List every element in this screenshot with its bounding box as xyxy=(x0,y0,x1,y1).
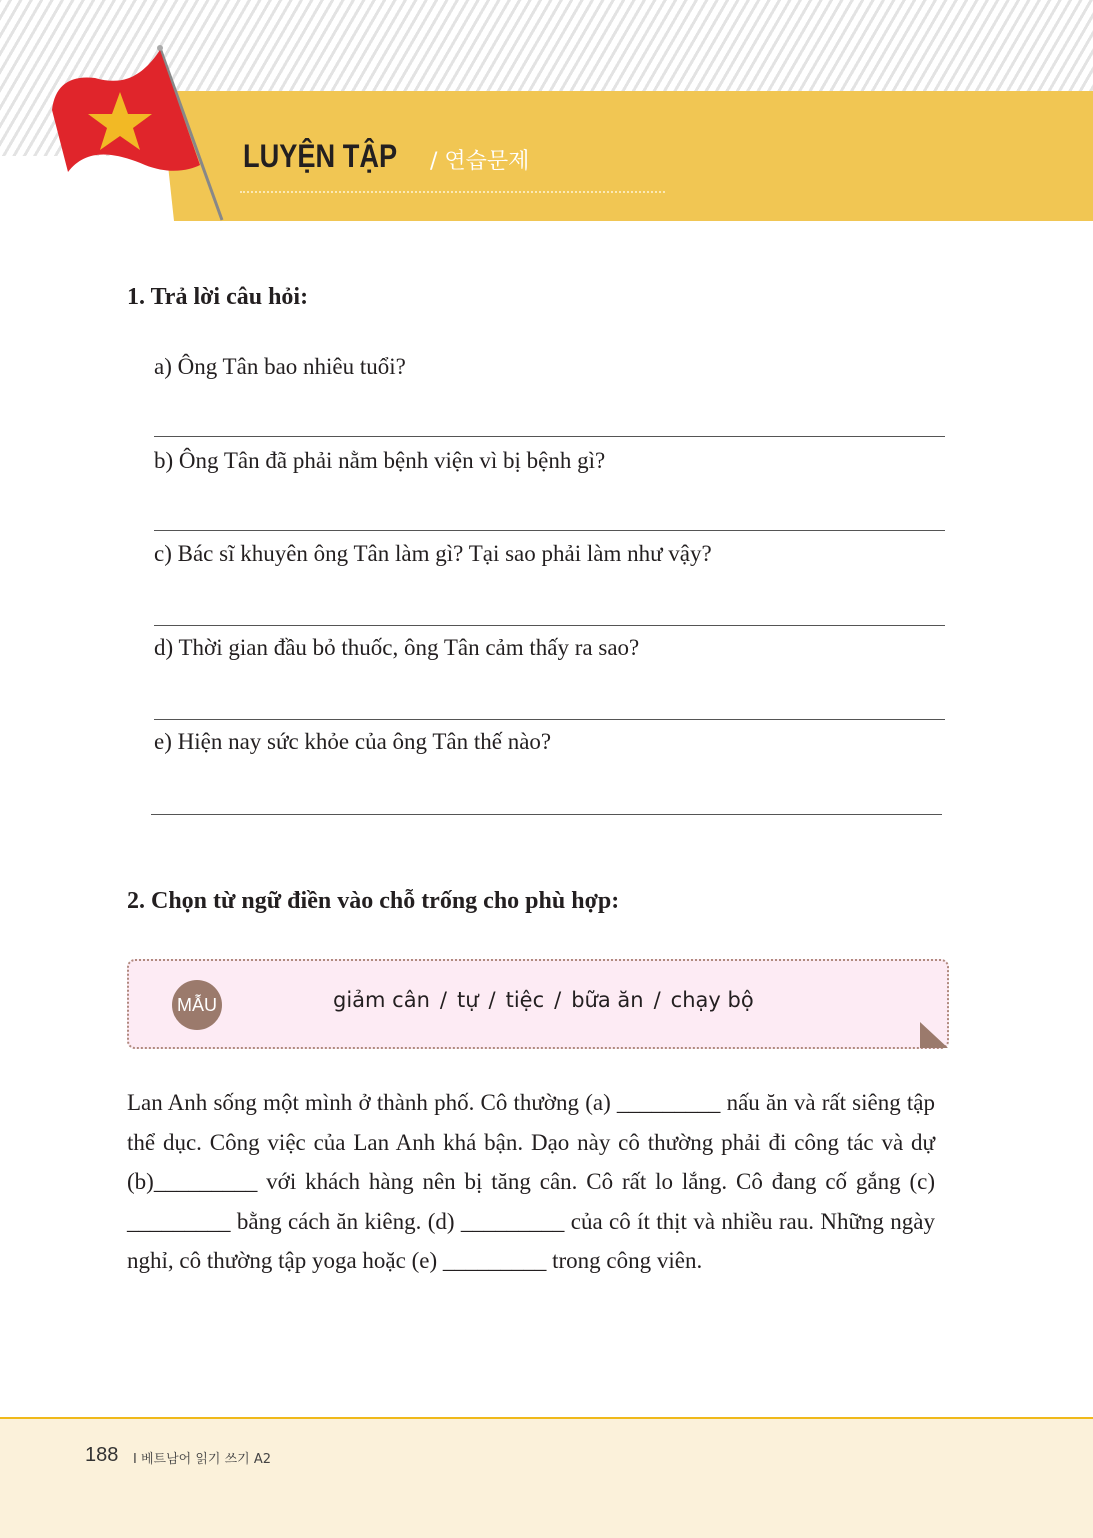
question-b: b) Ông Tân đã phải nằm bệnh viện vì bị bệnh gì? xyxy=(154,448,606,473)
book-title: I 베트남어 읽기 쓰기 A2 xyxy=(133,1452,271,1467)
question-c: c) Bác sĩ khuyên ông Tân làm gì? Tại sao phải làm như vậy? xyxy=(154,541,712,566)
section2-heading: 2. Chọn từ ngữ điền vào chỗ trống cho phù hợp: xyxy=(127,888,620,914)
answer-line-a[interactable] xyxy=(154,436,945,437)
question-e: e) Hiện nay sức khỏe của ông Tân thế nào? xyxy=(154,729,552,754)
exercise-paragraph: Lan Anh sống một mình ở thành phố. Cô thường (a) _________ nấu ăn và rất siêng tập thể dục. Công việc của Lan Anh khá bận. Dạo này cô thường phải đi công tác và dự (b)_________ với khách hàng nên bị tăng cân. Cô rất lo lắng. Cô đang cố gắng (c) _________ bằng cách ăn kiêng. (d) _________ của cô ít thịt và nhiều rau. Những ngày nghỉ, cô thường tập yoga hoặc (e) _________ trong công viên. xyxy=(127,1090,935,1273)
separator: / xyxy=(488,988,496,1012)
page-title: LUYỆN TẬP xyxy=(243,138,398,174)
separator: / xyxy=(653,988,661,1012)
separator: / xyxy=(439,988,447,1012)
answer-line-d[interactable] xyxy=(154,719,945,720)
footer xyxy=(0,1417,1093,1538)
separator: / xyxy=(554,988,562,1012)
question-a: a) Ông Tân bao nhiêu tuổi? xyxy=(154,354,406,379)
page-number: 188 xyxy=(85,1444,119,1466)
answer-line-e[interactable] xyxy=(151,814,942,815)
corner-fold xyxy=(920,1022,948,1048)
answer-line-b[interactable] xyxy=(154,530,945,531)
word: chạy bộ xyxy=(670,988,754,1012)
word: giảm cân xyxy=(333,988,430,1012)
section1-heading: 1. Trả lời câu hỏi: xyxy=(127,284,309,310)
word: tiệc xyxy=(505,988,545,1012)
question-d: d) Thời gian đầu bỏ thuốc, ông Tân cảm thấy ra sao? xyxy=(154,635,640,660)
answer-line-c[interactable] xyxy=(154,625,945,626)
vietnam-flag-icon xyxy=(40,40,240,230)
title-underline xyxy=(240,187,665,193)
word: tự xyxy=(456,988,479,1012)
word: bữa ăn xyxy=(571,988,644,1012)
sample-badge: MẪU xyxy=(172,980,222,1030)
word-bank xyxy=(333,988,754,1012)
page-subtitle: / 연습문제 xyxy=(430,149,530,174)
